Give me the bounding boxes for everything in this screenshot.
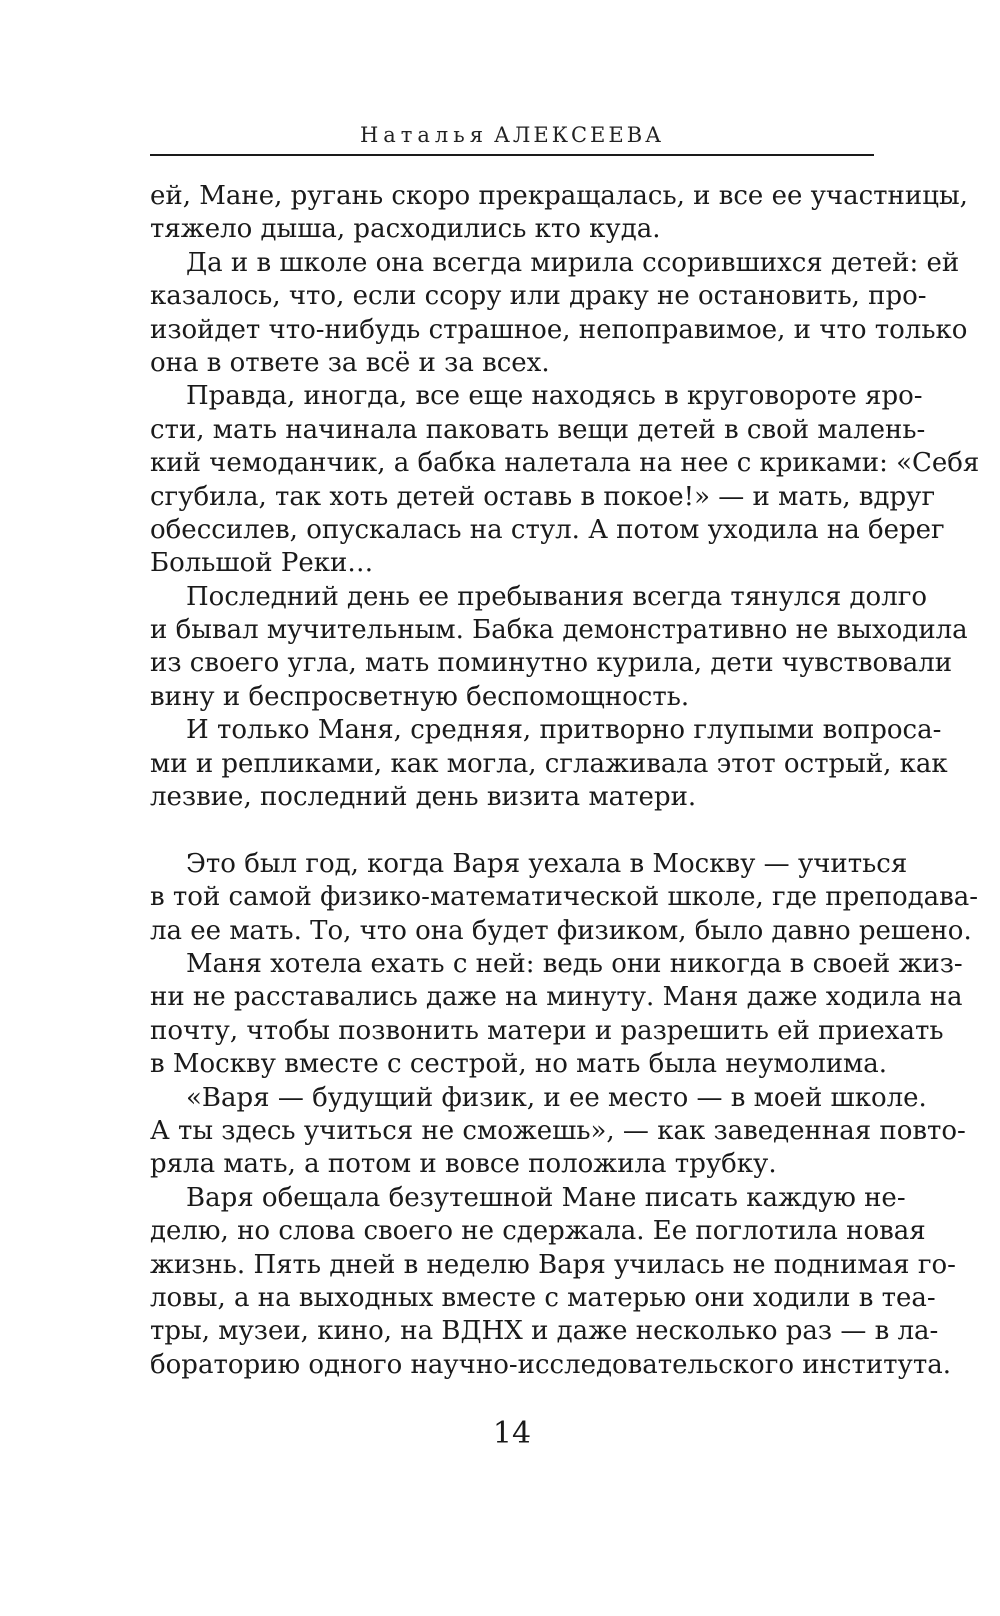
text-line: тры, музеи, кино, на ВДНХ и даже несколько раз — в ла-: [150, 1316, 939, 1347]
text-line: сгубила, так хоть детей оставь в покое!» — и мать, вдруг: [150, 481, 936, 512]
text-line: жизнь. Пять дней в неделю Варя училась не поднимая го-: [150, 1249, 956, 1280]
text-line: делю, но слова своего не сдержала. Ее поглотила новая: [150, 1216, 926, 1247]
text-line: из своего угла, мать поминутно курила, дети чувствовали: [150, 648, 953, 679]
text-line: обессилев, опускалась на стул. А потом уходила на берег: [150, 514, 945, 545]
paragraph: [150, 247, 968, 381]
paragraph: [150, 380, 980, 580]
paragraph: [150, 848, 979, 948]
section-break: [150, 814, 874, 847]
text-line: ла ее мать. То, что она будет физиком, было давно решено.: [150, 915, 972, 946]
text-line: кий чемоданчик, а бабка налетала на нее с криками: «Себя: [150, 448, 980, 479]
paragraph: [150, 714, 948, 814]
text-line: Маня хотела ехать с ней: ведь они никогда в своей жиз-: [186, 948, 963, 979]
text-line: тяжело дыша, расходились кто куда.: [150, 214, 661, 245]
text-line: почту, чтобы позвонить матери и разрешить ей приехать: [150, 1015, 944, 1046]
text-line: Это был год, когда Варя уехала в Москву — учиться: [186, 848, 908, 879]
text-line: Правда, иногда, все еще находясь в круговороте яро-: [186, 381, 923, 412]
text-line: лезвие, последний день визита матери.: [150, 782, 697, 813]
text-line: ей, Мане, ругань скоро прекращалась, и все ее участницы,: [150, 181, 968, 211]
header-rule: [150, 154, 874, 156]
text-line: Варя обещала безутешной Мане писать каждую не-: [186, 1182, 906, 1213]
text-line: и бывал мучительным. Бабка демонстративно не выходила: [150, 615, 968, 646]
paragraph: [150, 948, 963, 1082]
text-line: ни не расставались даже на минуту. Маня даже ходила на: [150, 982, 963, 1013]
paragraph: [150, 180, 968, 247]
text-line: изойдет что-нибудь страшное, непоправимое, и что только: [150, 314, 968, 345]
text-line: в Москву вместе с сестрой, но мать была неумолима.: [150, 1049, 888, 1080]
text-line: сти, мать начинала паковать вещи детей в свой малень-: [150, 414, 926, 445]
text-line: ловы, а на выходных вместе с матерью они ходили в теа-: [150, 1282, 936, 1313]
text-line: казалось, что, если ссору или драку не остановить, про-: [150, 281, 927, 312]
page-number: 14: [492, 1416, 532, 1451]
text-line: в той самой физико-математической школе, где преподава-: [150, 882, 979, 913]
body-text: [150, 180, 980, 1382]
text-line: Большой Реки…: [150, 548, 374, 579]
text-line: И только Маня, средняя, притворно глупыми вопроса-: [186, 715, 942, 746]
text-line: Последний день ее пребывания всегда тянулся долго: [186, 581, 927, 612]
text-line: ряла мать, а потом и вовсе положила трубку.: [150, 1149, 777, 1180]
text-line: Да и в школе она всегда мирила ссорившихся детей: ей: [186, 247, 960, 278]
text-line: ми и репликами, как могла, сглаживала этот острый, как: [150, 748, 948, 779]
text-line: А ты здесь учиться не сможешь», — как заведенная повто-: [150, 1115, 966, 1146]
author-first-name: Наталья: [359, 123, 488, 147]
text-line: «Варя — будущий физик, и ее место — в моей школе.: [186, 1082, 927, 1113]
running-header: [150, 118, 874, 152]
text-line: она в ответе за всё и за всех.: [150, 347, 550, 378]
author-last-name: АЛЕКСЕЕВА: [493, 123, 665, 147]
text-line: бораторию одного научно-исследовательского института.: [150, 1349, 951, 1380]
paragraph: [150, 581, 968, 715]
paragraph: [150, 1182, 956, 1382]
text-line: вину и беспросветную беспомощность.: [150, 681, 690, 712]
paragraph: [150, 1082, 966, 1182]
